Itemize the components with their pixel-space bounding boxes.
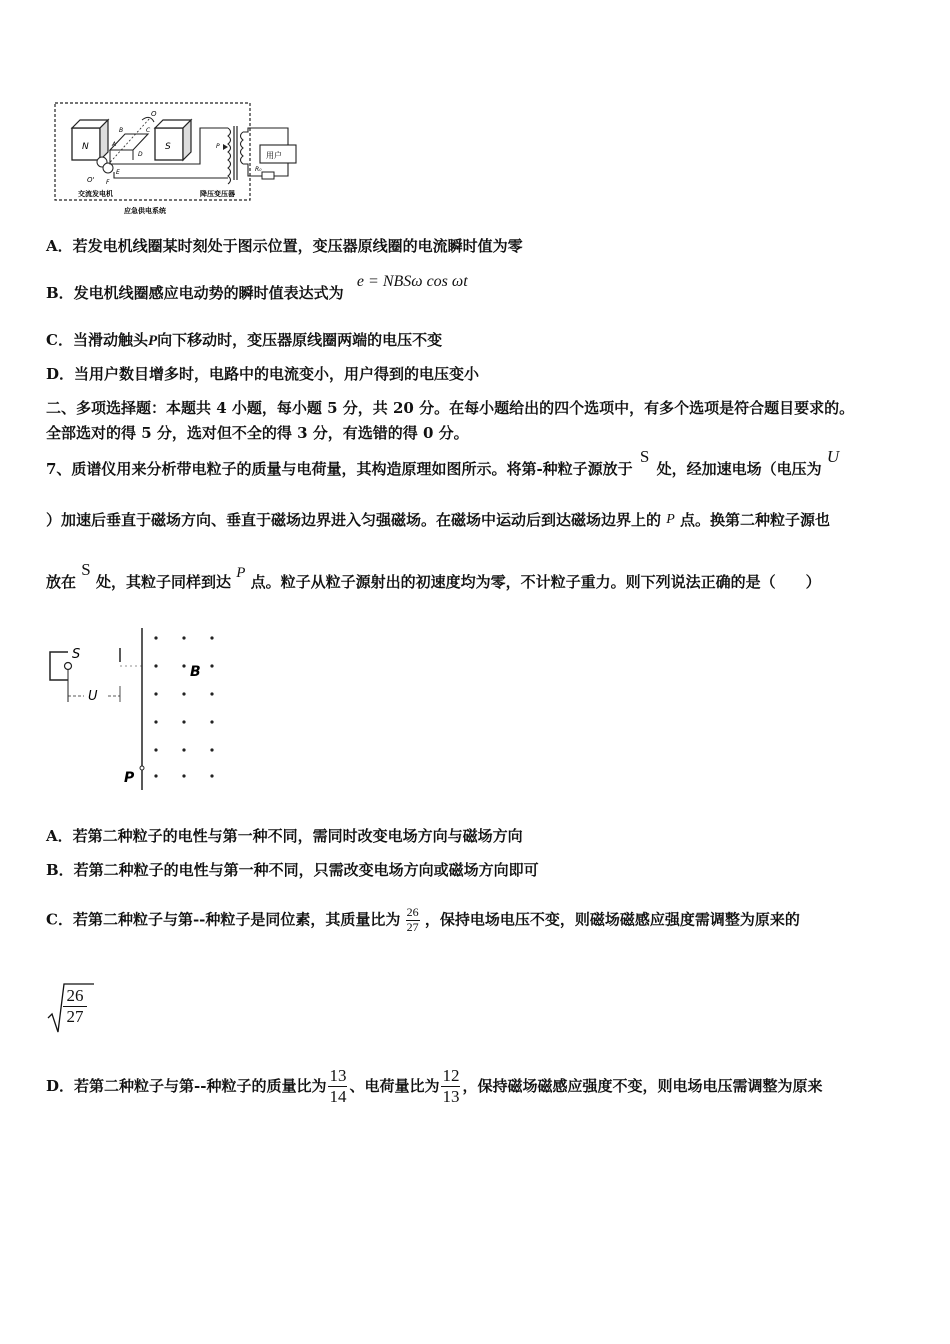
q6-option-b-formula: e = NBSω cos ωt bbox=[356, 273, 468, 290]
label-o-left: O' bbox=[87, 176, 95, 184]
q6-option-c-pre: C．当滑动触头 bbox=[46, 331, 148, 349]
slip-rings bbox=[87, 157, 120, 186]
sqrt-frac-num: 26 bbox=[63, 986, 87, 1007]
q7-option-d-c: ，保持磁场磁感应强度不变，则电场电压需调整为原来 bbox=[462, 1077, 823, 1096]
q6-option-b-text: B．发电机线圈感应电动势的瞬时值表达式为 bbox=[46, 284, 344, 302]
q7-option-c-b: ，保持电场电压不变，则磁场磁感应强度需调整为原来的 bbox=[424, 910, 800, 929]
resistor-r0 bbox=[262, 172, 274, 179]
sqrt-frac-den: 27 bbox=[66, 1006, 84, 1026]
source-point bbox=[65, 663, 72, 670]
label-r0: R₀ bbox=[255, 166, 262, 173]
q7-stem-l2-b: 点。换第二种粒子源也 bbox=[680, 511, 831, 529]
user-box-label: 用户 bbox=[266, 151, 282, 160]
label-b: B bbox=[119, 127, 124, 134]
q6-option-c-post: 向下移动时，变压器原线圈两端的电压不变 bbox=[157, 331, 443, 349]
mass-spectrometer-figure bbox=[40, 622, 240, 794]
fig2-label-b: B bbox=[190, 664, 201, 680]
q7-var-p-1: P bbox=[666, 512, 675, 527]
label-e: E bbox=[116, 169, 120, 176]
caption-system: 应急供电系统 bbox=[124, 207, 166, 215]
q7-var-p-2: P bbox=[236, 565, 246, 581]
q7-stem-line2 bbox=[46, 510, 830, 532]
fig2-label-u: U bbox=[88, 689, 98, 704]
q6-option-b bbox=[46, 273, 468, 304]
q7-option-d-fraction2 bbox=[441, 1066, 460, 1106]
q7-option-c-frac-den: 27 bbox=[406, 919, 419, 934]
q7-option-c-fraction bbox=[406, 906, 420, 935]
label-a: A bbox=[112, 141, 117, 148]
field-dots bbox=[154, 636, 213, 777]
sqrt-fraction bbox=[63, 986, 87, 1026]
label-o-top: O bbox=[151, 110, 157, 118]
q7-var-s-2: S bbox=[81, 560, 91, 579]
fig2-label-p: P bbox=[124, 770, 135, 786]
sqrt-expression bbox=[46, 980, 96, 1036]
magnet-s bbox=[155, 120, 191, 160]
label-f: F bbox=[106, 179, 110, 186]
q7-option-d-a: D．若第二种粒子与第--种粒子的质量比为 bbox=[46, 1077, 327, 1096]
q6-option-c bbox=[46, 330, 442, 351]
wire-to-user bbox=[274, 162, 288, 176]
q7-option-d-frac1-den: 14 bbox=[329, 1086, 347, 1106]
caption-generator: 交流发电机 bbox=[78, 190, 113, 198]
caption-transformer: 降压变压器 bbox=[200, 190, 235, 198]
fig2-label-s: S bbox=[72, 647, 81, 662]
section2-line2: 全部选对的得 5 分，选对但不全的得 3 分，有选错的得 0 分。 bbox=[46, 424, 469, 442]
q7-option-d-frac2-den: 13 bbox=[442, 1086, 460, 1106]
label-d: D bbox=[138, 151, 143, 158]
q7-stem-l1-a: 7、质谱仪用来分析带电粒子的质量与电荷量，其构造原理如图所示。将第-种粒子源放于 bbox=[46, 460, 633, 478]
q6-option-d: D．当用户数目增多时，电路中的电流变小，用户得到的电压变小 bbox=[46, 365, 480, 383]
q7-option-d-frac1-num: 13 bbox=[329, 1066, 347, 1085]
section2-line1: 二、多项选择题：本题共 4 小题，每小题 5 分，共 20 分。在每小题给出的四个选项中，有多个选项是符合题目要求的。 bbox=[46, 399, 855, 417]
q7-stem-line1 bbox=[46, 447, 840, 479]
q7-option-d-b: 、电荷量比为 bbox=[349, 1077, 440, 1096]
q7-stem-l3-b: 处，其粒子同样到达 bbox=[95, 573, 231, 591]
q7-var-u: U bbox=[826, 447, 840, 466]
generator-transformer-figure bbox=[50, 98, 310, 220]
q7-option-d bbox=[46, 1066, 823, 1106]
q7-option-d-frac2-num: 12 bbox=[442, 1066, 460, 1085]
q7-stem-l3-c: 点。粒子从粒子源射出的初速度均为零，不计粒子重力。则下列说法正确的是（ ） bbox=[250, 573, 821, 591]
q7-stem-l3-a: 放在 bbox=[46, 573, 77, 591]
label-s: S bbox=[165, 142, 171, 152]
transformer bbox=[216, 126, 243, 184]
q7-option-c-frac-num: 26 bbox=[406, 905, 419, 919]
q7-var-s-1: S bbox=[639, 447, 650, 466]
q6-option-a: A．若发电机线圈某时刻处于图示位置，变压器原线圈的电流瞬时值为零 bbox=[46, 237, 523, 255]
q7-stem-line3 bbox=[46, 560, 821, 593]
magnet-n bbox=[72, 120, 108, 160]
wire-bottom bbox=[114, 172, 228, 178]
point-p bbox=[140, 766, 144, 770]
q7-option-c bbox=[46, 906, 800, 935]
q7-option-d-fraction1 bbox=[328, 1066, 347, 1106]
label-p: P bbox=[216, 143, 220, 150]
q7-stem-l2-a: ）加速后垂直于磁场方向、垂直于磁场边界进入匀强磁场。在磁场中运动后到达磁场边界上的 bbox=[46, 511, 662, 529]
label-c: C bbox=[146, 127, 151, 134]
q6-option-c-var: P bbox=[147, 333, 158, 349]
q7-stem-l1-b: 处，经加速电场（电压为 bbox=[656, 460, 822, 478]
q7-option-b: B．若第二种粒子的电性与第一种不同，只需改变电场方向或磁场方向即可 bbox=[46, 861, 539, 879]
q7-option-a: A．若第二种粒子的电性与第一种不同，需同时改变电场方向与磁场方向 bbox=[46, 827, 523, 845]
coil bbox=[105, 110, 157, 168]
label-n: N bbox=[82, 142, 89, 152]
q7-option-c-a: C．若第二种粒子与第--种粒子是同位素，其质量比为 bbox=[46, 910, 401, 929]
